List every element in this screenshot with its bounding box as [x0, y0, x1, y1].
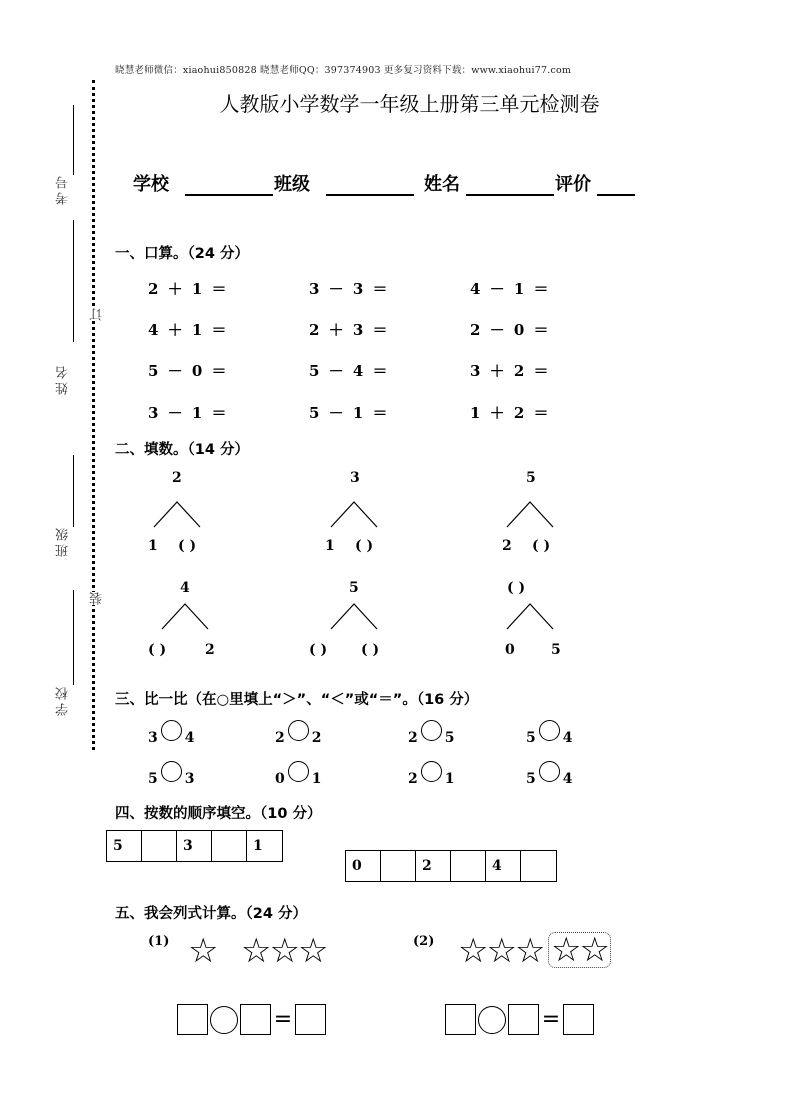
- compare-left: 3: [148, 730, 158, 746]
- seq-cell: 0: [346, 851, 381, 881]
- operator-circle[interactable]: [478, 1006, 506, 1034]
- tree-branch-icon: [505, 602, 555, 632]
- compare-right: 4: [184, 730, 195, 746]
- tree-top-blank[interactable]: ( ): [507, 580, 526, 596]
- binding-mark-zhuang: 装: [90, 592, 105, 605]
- sequence-row-descending: [106, 830, 283, 862]
- compare-item: [526, 725, 573, 746]
- oral-item: 5 － 4 ＝: [309, 362, 390, 380]
- answer-box[interactable]: [445, 1004, 476, 1035]
- number-tree: [309, 580, 429, 670]
- compare-item: [275, 725, 322, 746]
- name-blank[interactable]: [466, 176, 554, 196]
- number-tree: [325, 470, 425, 560]
- oral-item: 4 ＋ 1 ＝: [148, 321, 229, 339]
- compare-circle[interactable]: [421, 720, 442, 741]
- seq-cell: 3: [177, 831, 212, 861]
- tree-left-blank[interactable]: ( ): [309, 642, 328, 658]
- compare-circle[interactable]: [161, 761, 182, 782]
- oral-item: 2 － 0 ＝: [470, 321, 551, 339]
- compare-left: 5: [148, 771, 158, 787]
- exam-no-line: [73, 105, 74, 175]
- info-name-label: 姓名: [424, 174, 460, 195]
- section3-heading: 三、比一比（在○里填上“＞”、“＜”或“＝”。（16 分）: [115, 692, 479, 708]
- tree-branch-icon: [505, 500, 555, 530]
- tree-left: 2: [502, 538, 512, 554]
- margin-label-exam-no: 考号: [56, 173, 71, 205]
- star-icon-group: ☆☆☆: [458, 931, 544, 971]
- equation-answer-row: [445, 1004, 594, 1035]
- compare-right: 1: [311, 771, 322, 787]
- compare-left: 2: [408, 771, 418, 787]
- info-class-label: 班级: [274, 174, 310, 195]
- margin-label-name: 姓名: [56, 363, 71, 395]
- seq-cell: 1: [253, 838, 263, 854]
- tree-top: 4: [180, 580, 190, 596]
- equals-sign: =: [273, 1007, 293, 1032]
- number-tree: [148, 470, 248, 560]
- oral-item: 3 ＋ 2 ＝: [470, 362, 551, 380]
- number-tree: [505, 580, 605, 670]
- tree-right: 2: [205, 642, 215, 658]
- tree-right-blank[interactable]: ( ): [361, 642, 380, 658]
- seq-cell-blank[interactable]: [521, 851, 556, 881]
- oral-item: 5 － 1 ＝: [309, 404, 390, 422]
- oral-item: 5 － 0 ＝: [148, 362, 229, 380]
- star-icon-group: ☆: [188, 931, 217, 971]
- tree-right: 5: [551, 642, 561, 658]
- binding-dotted-line: [92, 80, 95, 750]
- school-line: [73, 590, 74, 685]
- tree-top: 3: [350, 470, 360, 486]
- info-school-label: 学校: [133, 174, 169, 195]
- grade-blank[interactable]: [597, 176, 635, 196]
- tree-right-blank[interactable]: ( ): [532, 538, 551, 554]
- answer-box[interactable]: [240, 1004, 271, 1035]
- margin-label-school: 学校: [56, 684, 71, 716]
- oral-item: 4 － 1 ＝: [470, 280, 551, 298]
- compare-right: 5: [444, 730, 455, 746]
- number-tree: [502, 470, 602, 560]
- oral-item: 1 ＋ 2 ＝: [470, 404, 551, 422]
- compare-circle[interactable]: [161, 720, 182, 741]
- name-line: [73, 220, 74, 342]
- seq-cell-blank[interactable]: [212, 831, 247, 861]
- compare-left: 0: [275, 771, 285, 787]
- seq-cell: 2: [416, 851, 451, 881]
- compare-right: 3: [184, 771, 195, 787]
- margin-label-class: 班级: [56, 525, 71, 557]
- answer-box[interactable]: [295, 1004, 326, 1035]
- answer-box[interactable]: [563, 1004, 594, 1035]
- tree-left: 1: [325, 538, 335, 554]
- number-tree: [148, 580, 248, 670]
- info-school: [133, 170, 273, 196]
- page-title: 人教版小学数学一年级上册第三单元检测卷: [219, 92, 600, 116]
- oral-item: 3 － 1 ＝: [148, 404, 229, 422]
- compare-item: [148, 725, 195, 746]
- compare-left: 5: [526, 730, 536, 746]
- info-class: [274, 170, 414, 196]
- tree-top: 5: [526, 470, 536, 486]
- section1-heading: 一、口算。（24 分）: [115, 246, 249, 262]
- compare-circle[interactable]: [539, 720, 560, 741]
- operator-circle[interactable]: [210, 1006, 238, 1034]
- problem-label: (1): [148, 934, 170, 949]
- info-grade-label: 评价: [555, 174, 591, 195]
- tree-branch-icon: [160, 602, 210, 632]
- header-note: 晓慧老师微信：xiaohui850828 晓慧老师QQ：397374903 更多复习资料下载：www.xiaohui77.com: [115, 65, 572, 76]
- star-icon-group-circled: ☆☆: [548, 932, 611, 968]
- seq-cell-blank[interactable]: [381, 851, 416, 881]
- tree-branch-icon: [329, 602, 379, 632]
- tree-right-blank[interactable]: ( ): [178, 538, 197, 554]
- section5-heading: 五、我会列式计算。（24 分）: [115, 906, 307, 922]
- compare-item: [148, 766, 195, 787]
- problem-label: (2): [413, 934, 435, 949]
- compare-right: 4: [562, 771, 573, 787]
- oral-item: 2 ＋ 3 ＝: [309, 321, 390, 339]
- equals-sign: =: [541, 1007, 561, 1032]
- seq-cell-blank[interactable]: [142, 831, 177, 861]
- seq-cell-blank[interactable]: [451, 851, 486, 881]
- compare-right: 1: [444, 771, 455, 787]
- school-blank[interactable]: [185, 176, 273, 196]
- tree-left: 0: [505, 642, 515, 658]
- compare-left: 2: [275, 730, 285, 746]
- compare-item: [526, 766, 573, 787]
- oral-item: 3 － 3 ＝: [309, 280, 390, 298]
- compare-circle[interactable]: [288, 761, 309, 782]
- seq-cell: 4: [486, 851, 521, 881]
- tree-right-blank[interactable]: ( ): [355, 538, 374, 554]
- compare-right: 2: [311, 730, 322, 746]
- tree-left-blank[interactable]: ( ): [148, 642, 167, 658]
- compare-item: [275, 766, 322, 787]
- compare-circle[interactable]: [288, 720, 309, 741]
- tree-top: 2: [172, 470, 182, 486]
- section2-heading: 二、填数。（14 分）: [115, 442, 249, 458]
- answer-box[interactable]: [177, 1004, 208, 1035]
- sequence-row-ascending: [345, 850, 557, 882]
- tree-branch-icon: [152, 500, 202, 530]
- oral-item: 2 ＋ 1 ＝: [148, 280, 229, 298]
- info-name: [424, 170, 554, 196]
- compare-item: [408, 766, 455, 787]
- compare-left: 5: [526, 771, 536, 787]
- section4-heading: 四、按数的顺序填空。（10 分）: [115, 806, 322, 822]
- class-blank[interactable]: [326, 176, 414, 196]
- star-icon-group: ☆☆☆: [241, 931, 327, 971]
- compare-left: 2: [408, 730, 418, 746]
- compare-circle[interactable]: [421, 761, 442, 782]
- seq-cell: 5: [107, 831, 142, 861]
- info-grade: [555, 170, 635, 196]
- tree-top: 5: [349, 580, 359, 596]
- answer-box[interactable]: [508, 1004, 539, 1035]
- tree-left: 1: [148, 538, 158, 554]
- compare-circle[interactable]: [539, 761, 560, 782]
- binding-mark-ding: 订: [90, 308, 105, 321]
- equation-answer-row: [177, 1004, 326, 1035]
- class-line: [73, 455, 74, 527]
- tree-branch-icon: [329, 500, 379, 530]
- compare-right: 4: [562, 730, 573, 746]
- compare-item: [408, 725, 455, 746]
